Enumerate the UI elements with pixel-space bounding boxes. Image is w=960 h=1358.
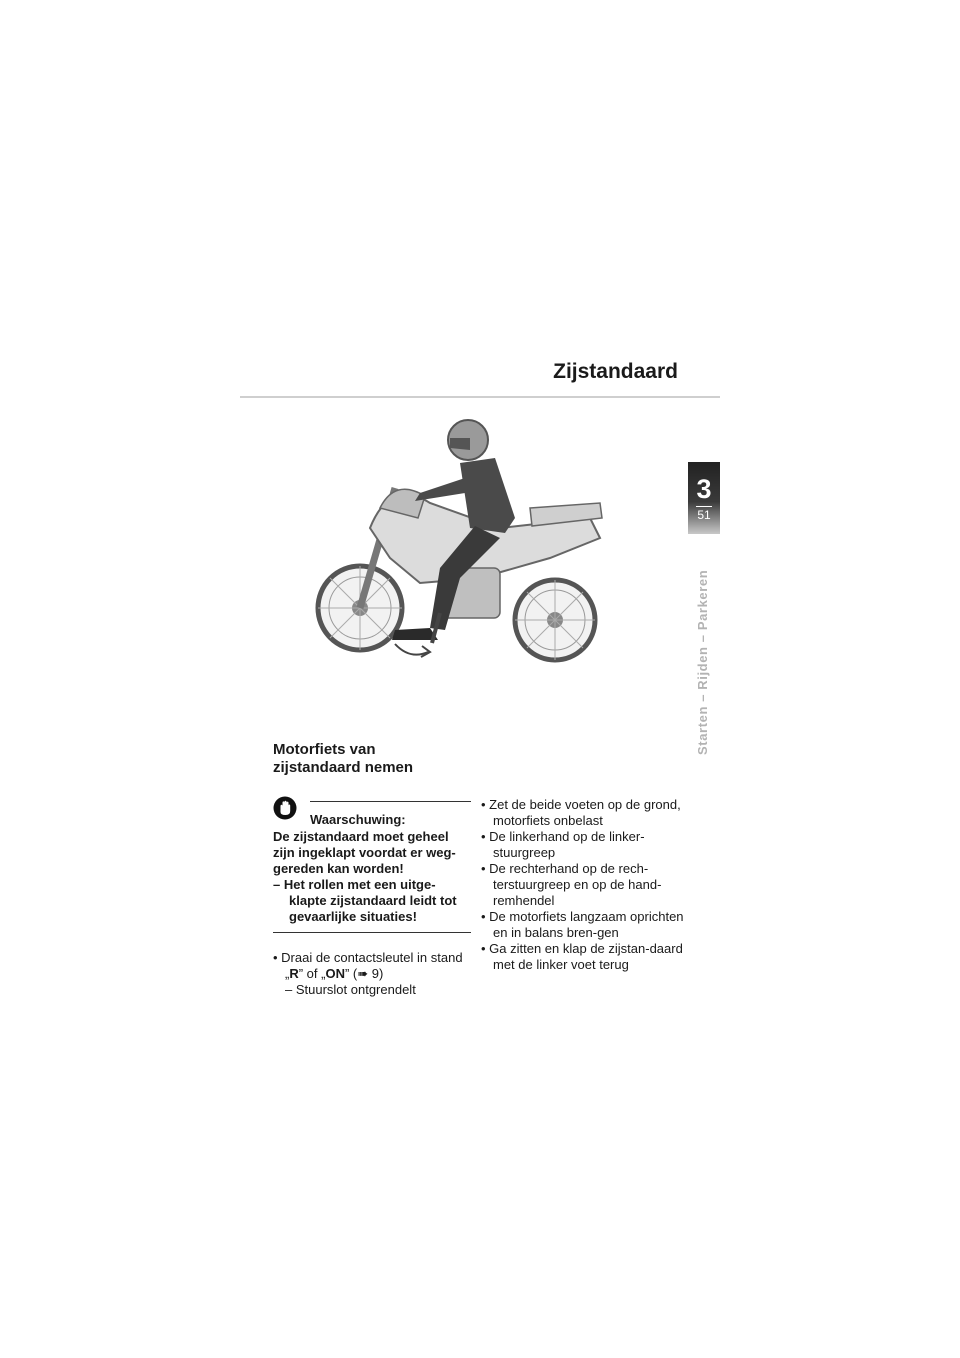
list-item: • De linkerhand op de linker-stuurgreep (481, 829, 645, 860)
page-title: Zijstandaard (553, 360, 678, 383)
warning-text (273, 829, 471, 925)
motorcycle-rider-illustration (300, 408, 620, 670)
list-item: • De rechterhand op de rech-terstuurgreep en op de hand-remhendel (481, 861, 662, 908)
step-contact-key (273, 950, 473, 982)
section-heading-line1: Motorfiets van (273, 741, 376, 758)
step-text-post: ” (➠ 9) (344, 966, 384, 981)
step-text-pre: • Draai de contactsleutel in stand „ (273, 950, 463, 981)
chapter-divider (696, 506, 712, 507)
warning-rule-bottom (273, 932, 471, 933)
warning-label: Waarschuwing: (310, 812, 406, 827)
list-item: • De motorfiets langzaam oprichten en in balans bren-gen (481, 909, 684, 940)
right-steps (481, 797, 691, 973)
list-item: • Zet de beide voeten op de grond, motorfiets onbelast (481, 797, 681, 828)
chapter-tab (688, 462, 720, 534)
warning-subtext: – Het rollen met een uitge-klapte zijstandaard leidt tot gevaarlijke situaties! (273, 877, 457, 924)
left-steps (273, 950, 473, 998)
warning-main-text: De zijstandaard moet geheel zijn ingeklapt voordat er weg-gereden kan worden! (273, 829, 456, 876)
step-text-mid: ” of „ (298, 966, 326, 981)
key-position-on: ON (325, 966, 345, 981)
step-substep: – Stuurslot ontgrendelt (285, 982, 416, 997)
title-divider (240, 396, 720, 398)
warning-rule-top (310, 801, 471, 802)
key-position-r: R (289, 966, 299, 981)
chapter-number: 3 (696, 474, 712, 504)
section-heading-line2: zijstandaard nemen (273, 759, 414, 776)
list-item: • Ga zitten en klap de zijstan-daard met de linker voet terug (481, 941, 683, 972)
hand-stop-icon (273, 796, 297, 820)
chapter-side-label: Starten – Rijden – Parkeren (695, 569, 710, 755)
page-number: 51 (697, 508, 711, 522)
section-heading (273, 741, 473, 777)
